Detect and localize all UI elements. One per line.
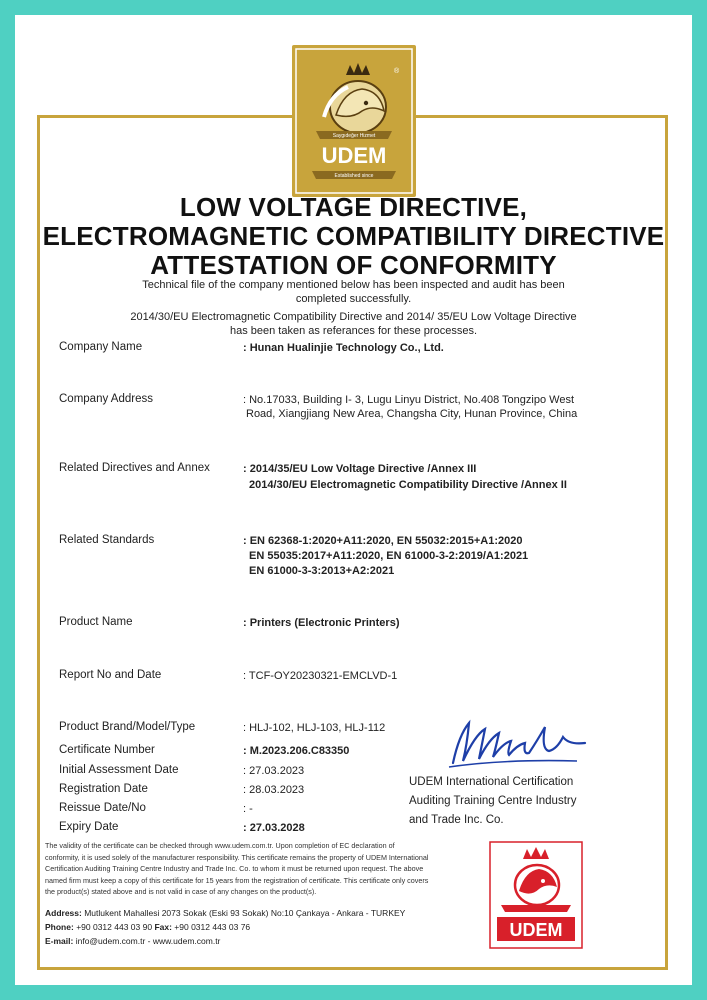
footer-line-2: conformity, it is used solely of the manufacturer responsibility. This certificate remains the property of UDEM International bbox=[45, 852, 429, 862]
address-value: Mutlukent Mahallesi 2073 Sokak (Eski 93 Sokak) No:10 Çankaya - Ankara - TURKEY bbox=[84, 908, 406, 918]
company-address-label: Company Address bbox=[59, 393, 153, 405]
signature-line-2: Auditing Training Centre Industry bbox=[409, 795, 577, 807]
intro-line-1: Technical file of the company mentioned below has been inspected and audit has been bbox=[142, 279, 565, 291]
initial-date-value: : 27.03.2023 bbox=[243, 765, 305, 777]
brand-model-value: : HLJ-102, HLJ-103, HLJ-112 bbox=[243, 722, 386, 734]
signature-line-3: and Trade Inc. Co. bbox=[409, 814, 504, 826]
footer-legal bbox=[45, 840, 485, 898]
footer-line-3: Certification Auditing Training Centre Industry and Trade Inc. Co. to whom it must be returned upon request. The above bbox=[45, 864, 424, 873]
footer-line-1: The validity of the certificate can be checked through www.udem.com.tr. Upon completion of EC declaration of bbox=[45, 841, 395, 850]
standards-label: Related Standards bbox=[59, 534, 155, 546]
footer-address bbox=[45, 908, 405, 918]
reissue-value: : - bbox=[243, 803, 253, 815]
registration-date-value: : 28.03.2023 bbox=[243, 784, 305, 796]
company-name-label: Company Name bbox=[59, 341, 143, 353]
standards-line-2: EN 55035:2017+A11:2020, EN 61000-3-2:2019/A1:2021 bbox=[249, 550, 529, 562]
udem-logo-top bbox=[292, 45, 416, 197]
signature-icon bbox=[445, 715, 595, 775]
directives-line-1: : 2014/35/EU Low Voltage Directive /Annex III bbox=[243, 463, 477, 475]
company-name-value: : Hunan Hualinjie Technology Co., Ltd. bbox=[243, 342, 444, 354]
standards-line-3: EN 61000-3-3:2013+A2:2021 bbox=[249, 565, 395, 577]
logo-ribbon-bottom: Established since bbox=[334, 173, 374, 179]
logo-bottom-brand: UDEM bbox=[509, 920, 563, 940]
logo-brand: UDEM bbox=[321, 143, 387, 168]
directives-label: Related Directives and Annex bbox=[59, 462, 210, 474]
certificate-title bbox=[15, 193, 692, 280]
initial-date-label: Initial Assessment Date bbox=[59, 764, 179, 776]
expiry-value: : 27.03.2028 bbox=[243, 822, 305, 834]
brand-model-label: Product Brand/Model/Type bbox=[59, 721, 196, 733]
intro-line-4: has been taken as referances for these processes. bbox=[229, 325, 478, 337]
logo-ribbon-top: Saygıdeğer Hizmet bbox=[332, 133, 376, 139]
signature-block bbox=[409, 773, 629, 830]
standards-line-1: : EN 62368-1:2020+A11:2020, EN 55032:2015+A1:2020 bbox=[243, 535, 523, 547]
udem-logo-bottom bbox=[489, 841, 583, 949]
directives-line-2: 2014/30/EU Electromagnetic Compatibility Directive /Annex II bbox=[249, 479, 567, 491]
fax-value: +90 0312 443 03 76 bbox=[174, 922, 251, 932]
registered-mark: ® bbox=[394, 68, 400, 75]
intro-line-3: 2014/30/EU Electromagnetic Compatibility Directive and 2014/ 35/EU Low Voltage Directive bbox=[130, 311, 577, 323]
expiry-label: Expiry Date bbox=[59, 821, 119, 833]
phone-value: +90 0312 443 03 90 bbox=[76, 922, 153, 932]
email-label: E-mail: bbox=[45, 936, 74, 946]
report-label: Report No and Date bbox=[59, 669, 162, 681]
address-label: Address: bbox=[45, 908, 82, 918]
title-line-3: ATTESTATION OF CONFORMITY bbox=[150, 250, 557, 280]
signature-line-1: UDEM International Certification bbox=[409, 776, 574, 788]
title-line-2: ELECTROMAGNETIC COMPATIBILITY DIRECTIVE bbox=[42, 221, 665, 251]
certificate-number-label: Certificate Number bbox=[59, 744, 155, 756]
reissue-label: Reissue Date/No bbox=[59, 802, 146, 814]
footer-phone bbox=[45, 922, 250, 932]
intro-line-2: completed successfully. bbox=[295, 293, 412, 305]
report-value: : TCF-OY20230321-EMCLVD-1 bbox=[243, 670, 398, 682]
title-line-1: LOW VOLTAGE DIRECTIVE, bbox=[179, 192, 528, 222]
footer-line-5: the product(s) stated above and is not valid in case of any changes on the product(s). bbox=[45, 887, 317, 896]
product-name-value: : Printers (Electronic Printers) bbox=[243, 617, 400, 629]
footer-line-4: named firm must keep a copy of this certificate for 15 years from the registration of certificate. This certificate only covers bbox=[45, 875, 429, 885]
certificate-number-value: : M.2023.206.C83350 bbox=[243, 745, 350, 757]
fax-label: Fax: bbox=[154, 922, 172, 932]
company-address-line-2: Road, Xiangjiang New Area, Changsha City, Hunan Province, China bbox=[246, 408, 578, 420]
registration-date-label: Registration Date bbox=[59, 783, 148, 795]
phone-label: Phone: bbox=[45, 922, 74, 932]
footer-email bbox=[45, 936, 220, 946]
company-address-line-1: : No.17033, Building I- 3, Lugu Linyu District, No.408 Tongzipo West bbox=[243, 394, 575, 406]
product-name-label: Product Name bbox=[59, 616, 133, 628]
certificate-page bbox=[15, 15, 692, 985]
email-value: info@udem.com.tr - www.udem.com.tr bbox=[75, 936, 221, 946]
